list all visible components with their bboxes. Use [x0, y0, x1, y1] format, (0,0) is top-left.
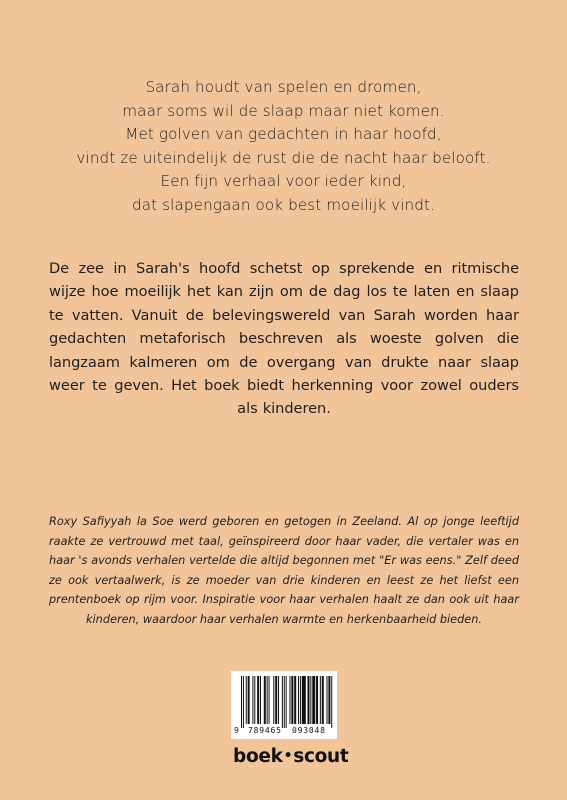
barcode-left-digits: 789465 [248, 726, 282, 735]
barcode-bar [291, 676, 293, 724]
barcode-bar [312, 676, 315, 724]
barcode-bar [328, 676, 330, 724]
author-bio: Roxy Safiyyah la Soe werd geboren en getogen in Zeeland. Al op jonge leeftijd raakte ze vertrouwd met taal, geïnspireerd door haar vader, die vertaler was en haar 's avonds verhalen vertelde die altijd begonnen met "Er was eens." Zelf deed ze ook vertaalwerk, is ze moeder van drie kinderen en leest ze het liefst een prentenboek op rijm voor. Inspiratie voor haar verhalen haalt ze dan ook uit haar kinderen, waardoor haar verhalen warmte en herkenbaarheid bieden. [49, 515, 519, 626]
barcode-bar [308, 676, 310, 724]
isbn-barcode [231, 671, 337, 739]
barcode-bar [284, 676, 285, 728]
poem-line: maar soms wil de slaap maar niet komen. [122, 101, 445, 120]
barcode-lead-digit: 9 [234, 726, 239, 735]
barcode-bar [320, 676, 321, 724]
poem-line: vindt ze uiteindelijk de rust die de nacht haar belooft. [76, 148, 491, 167]
barcode-bar [269, 676, 270, 724]
barcode-bar [327, 676, 328, 724]
barcode-bar [246, 676, 247, 724]
barcode-bar [289, 676, 290, 724]
logo-dot: • [283, 748, 293, 764]
barcode-bar [243, 676, 244, 728]
barcode-bar [282, 676, 283, 728]
poem-line: dat slapengaan ook best moeilijk vindt. [132, 195, 435, 214]
barcode-bar [273, 676, 274, 724]
poem-line: Een fijn verhaal voor ieder kind, [160, 172, 407, 191]
barcode-bar [252, 676, 253, 724]
poem-line: Sarah houdt van spelen en dromen, [145, 78, 422, 96]
barcode-bar [241, 676, 242, 728]
barcode-bar [298, 676, 299, 724]
barcode-bar [302, 676, 306, 724]
barcode-bar [310, 676, 311, 724]
poem [0, 76, 567, 218]
barcode-bar [278, 676, 279, 724]
poem-line: Met golven van gedachten in haar hoofd, [125, 125, 442, 144]
logo-text-right: scout [293, 746, 349, 767]
barcode-bar [286, 676, 287, 728]
barcode-bar [316, 676, 318, 724]
barcode-bar [248, 676, 250, 724]
logo-text-left: boek [233, 746, 283, 767]
barcode-bar [331, 676, 332, 728]
barcode-bar [322, 676, 324, 724]
publisher-logo [233, 744, 349, 768]
barcode-bar [260, 676, 261, 724]
barcode-bar [257, 676, 259, 724]
barcode-bar [300, 676, 301, 724]
barcode-bar [275, 676, 277, 724]
barcode-bar [264, 676, 266, 724]
barcode-bar [254, 676, 255, 724]
barcode-bar [294, 676, 296, 724]
book-blurb: De zee in Sarah's hoofd schetst op sprekende en ritmische wijze hoe moeilijk het kan zijn om de dag los te laten en slaap te vatten. Vanuit de belevingswereld van Sarah worden haar gedachten metaforisch beschreven als woeste golven die langzaam kalmeren om de overgang van drukte naar slaap weer te geven. Het boek biedt herkenning voor zowel ouders als kinderen. [49, 260, 519, 418]
barcode-bar [267, 676, 268, 724]
barcode-right-digits: 093048 [292, 726, 326, 735]
